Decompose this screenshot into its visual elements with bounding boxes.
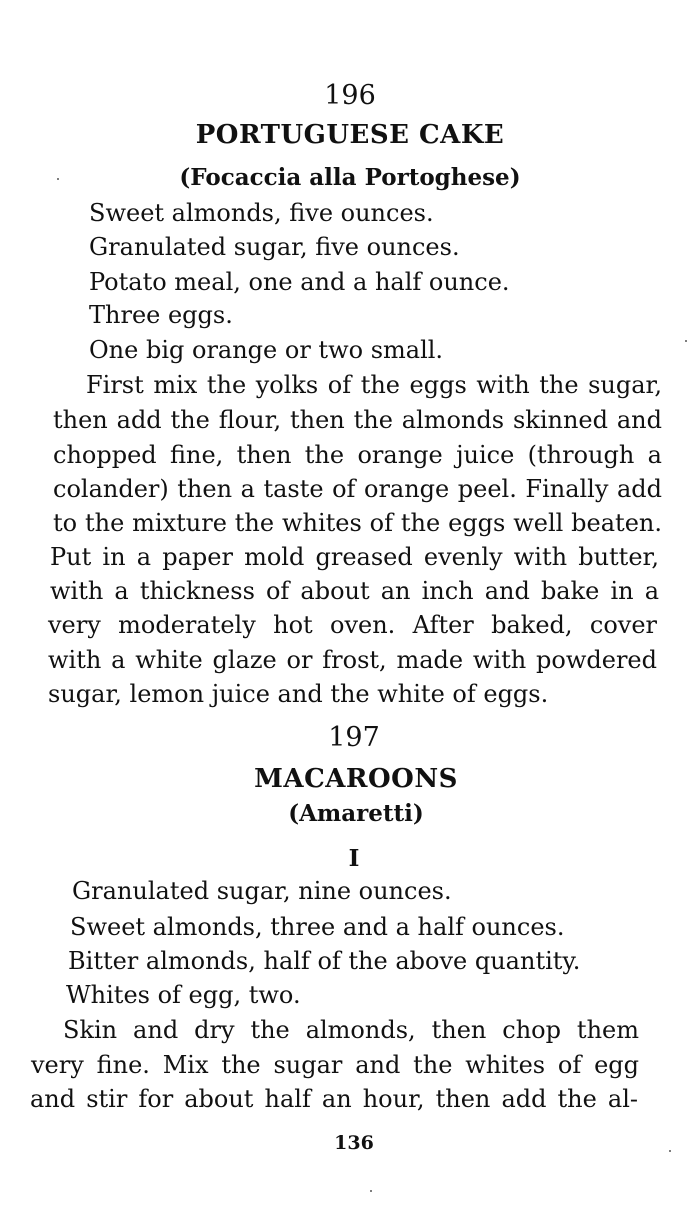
method-line: with a thickness of about an inch and bake in a xyxy=(50,577,659,605)
method-line: chopped fine, then the orange juice (through a xyxy=(53,441,662,469)
method-line: Skin and dry the almonds, then chop them xyxy=(63,1016,639,1044)
ingredient-line: Whites of egg, two. xyxy=(66,981,301,1009)
recipe-title: PORTUGUESE CAKE xyxy=(195,120,505,150)
recipe-number: 196 xyxy=(324,80,376,111)
ingredient-line: Granulated sugar, five ounces. xyxy=(89,233,460,261)
ingredient-line: Granulated sugar, nine ounces. xyxy=(72,877,452,905)
scan-speck xyxy=(669,1150,671,1152)
method-line: to the mixture the whites of the eggs well beaten. xyxy=(53,509,662,537)
method-line: colander) then a taste of orange peel. Finally add xyxy=(53,475,662,503)
ingredient-line: One big orange or two small. xyxy=(89,336,444,364)
scan-speck xyxy=(370,1190,372,1192)
ingredient-line: Three eggs. xyxy=(89,301,233,329)
method-line: then add the flour, then the almonds skinned and xyxy=(53,406,662,434)
recipe-number: 197 xyxy=(328,722,380,753)
ingredient-line: Sweet almonds, five ounces. xyxy=(89,199,434,227)
method-line: First mix the yolks of the eggs with the sugar, xyxy=(86,371,662,399)
scan-speck xyxy=(57,178,59,180)
recipe-subtitle: (Focaccia alla Portoghese) xyxy=(179,164,521,191)
page-number: 136 xyxy=(334,1132,374,1154)
method-line: with a white glaze or frost, made with powdered xyxy=(48,646,657,674)
recipe-title: MACAROONS xyxy=(254,764,458,794)
ingredient-line: Sweet almonds, three and a half ounces. xyxy=(70,913,565,941)
method-line: very fine. Mix the sugar and the whites of egg xyxy=(31,1051,639,1079)
method-line: Put in a paper mold greased evenly with butter, xyxy=(50,543,659,571)
ingredient-line: Bitter almonds, half of the above quantity. xyxy=(68,947,581,975)
ingredient-line: Potato meal, one and a half ounce. xyxy=(89,268,510,296)
scan-speck xyxy=(685,340,687,342)
method-line: and stir for about half an hour, then add the al- xyxy=(30,1085,638,1113)
recipe-subtitle: (Amaretti) xyxy=(288,800,424,827)
method-line: very moderately hot oven. After baked, cover xyxy=(48,611,657,639)
recipe-variant-numeral: I xyxy=(348,845,360,872)
method-line: sugar, lemon juice and the white of eggs. xyxy=(48,680,549,708)
